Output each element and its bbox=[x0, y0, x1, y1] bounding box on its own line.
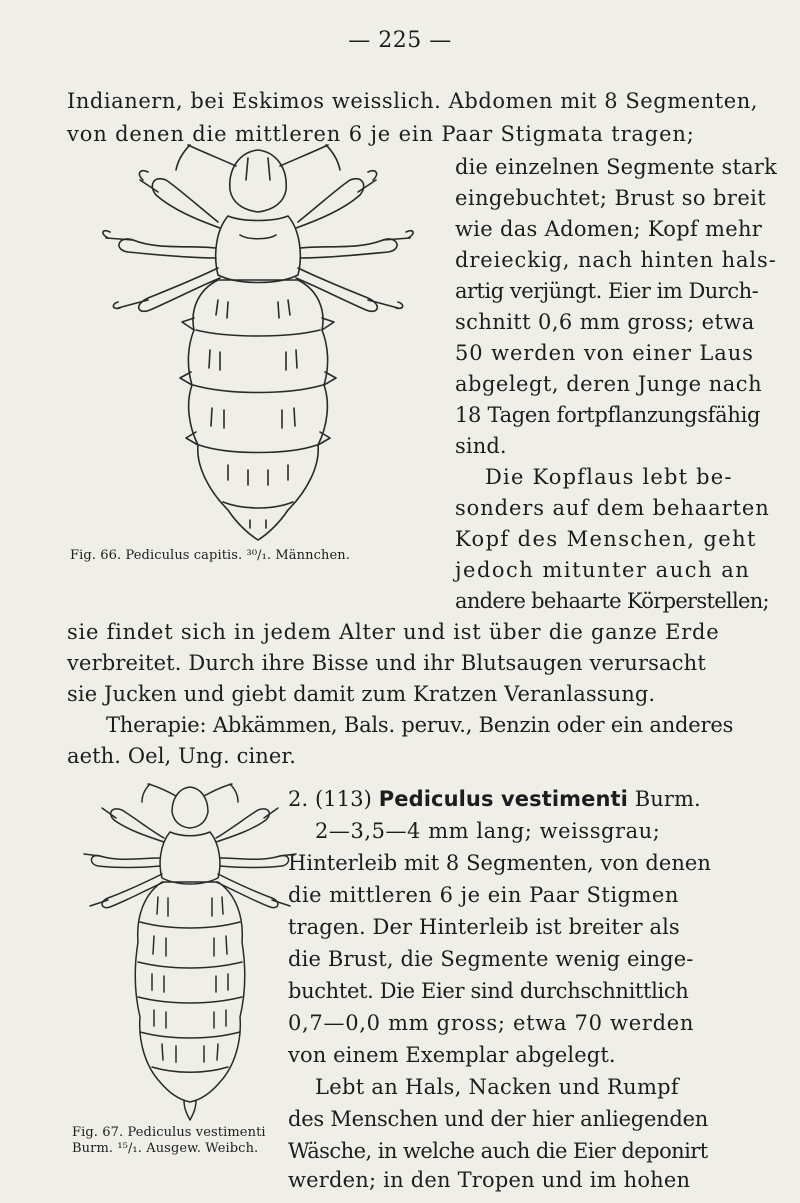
text-line: von denen die mittleren 6 je ein Paar Stigmata tragen; bbox=[67, 122, 695, 146]
section-heading bbox=[288, 789, 701, 810]
text-line: 50 werden von einer Laus bbox=[455, 341, 754, 365]
text-line: werden; in den Tropen und im hohen bbox=[288, 1168, 691, 1192]
section-number: 2. (113) bbox=[288, 787, 372, 811]
text-line: Hinterleib mit 8 Segmenten, von denen bbox=[288, 851, 711, 875]
text-line: die mittleren 6 je ein Paar Stigmen bbox=[288, 883, 679, 907]
text-line: 18 Tagen fortpflanzungsfähig bbox=[455, 403, 761, 427]
page-number: — 225 — bbox=[348, 28, 452, 53]
text-line: die Brust, die Segmente wenig einge- bbox=[288, 947, 694, 971]
text-line: die einzelnen Segmente stark bbox=[455, 155, 778, 179]
text-line: 2—3,5—4 mm lang; weissgrau; bbox=[315, 819, 661, 843]
text-line: Wäsche, in welche auch die Eier deponirt bbox=[288, 1139, 708, 1163]
text-line: Lebt an Hals, Nacken und Rumpf bbox=[315, 1075, 679, 1099]
figure-66-caption: Fig. 66. Pediculus capitis. ³⁰/₁. Männchen. bbox=[70, 548, 350, 563]
text-line: Indianern, bei Eskimos weisslich. Abdomen mit 8 Segmenten, bbox=[67, 89, 759, 113]
text-line: sie Jucken und giebt damit zum Kratzen Veranlassung. bbox=[67, 682, 656, 706]
text-line: schnitt 0,6 mm gross; etwa bbox=[455, 310, 755, 334]
pediculus-capitis-illustration bbox=[78, 140, 438, 565]
text-line: sind. bbox=[455, 434, 507, 458]
figure-67-caption-line1: Fig. 67. Pediculus vestimenti bbox=[72, 1125, 266, 1140]
text-line: des Menschen und der hier anliegenden bbox=[288, 1107, 709, 1131]
species-name: Pediculus vestimenti bbox=[378, 787, 628, 811]
text-line: von einem Exemplar abgelegt. bbox=[288, 1043, 616, 1067]
text-line: jedoch mitunter auch an bbox=[455, 558, 751, 582]
text-line: aeth. Oel, Ung. ciner. bbox=[67, 744, 297, 768]
text-line: verbreitet. Durch ihre Bisse und ihr Blutsaugen verursacht bbox=[67, 651, 706, 675]
text-line: Die Kopflaus lebt be- bbox=[485, 465, 733, 489]
figure-67-caption-line2: Burm. ¹⁵/₁. Ausgew. Weibch. bbox=[72, 1141, 259, 1156]
text-line: buchtet. Die Eier sind durchschnittlich bbox=[288, 979, 689, 1003]
text-line: 0,7—0,0 mm gross; etwa 70 werden bbox=[288, 1011, 695, 1035]
text-line: eingebuchtet; Brust so breit bbox=[455, 186, 767, 210]
text-line: tragen. Der Hinterleib ist breiter als bbox=[288, 915, 680, 939]
text-line: abgelegt, deren Junge nach bbox=[455, 372, 763, 396]
text-line: artig verjüngt. Eier im Durch- bbox=[455, 279, 759, 303]
species-author: Burm. bbox=[634, 787, 701, 811]
text-line: wie das Adomen; Kopf mehr bbox=[455, 217, 763, 241]
text-line: Therapie: Abkämmen, Bals. peruv., Benzin oder ein anderes bbox=[106, 713, 734, 737]
text-line: Kopf des Menschen, geht bbox=[455, 527, 757, 551]
text-line: dreieckig, nach hinten hals- bbox=[455, 248, 777, 272]
pediculus-vestimenti-illustration bbox=[80, 782, 300, 1137]
text-line: sonders auf dem behaarten bbox=[455, 496, 770, 520]
text-line: andere behaarte Körperstellen; bbox=[455, 589, 769, 613]
text-line: sie findet sich in jedem Alter und ist über die ganze Erde bbox=[67, 620, 720, 644]
